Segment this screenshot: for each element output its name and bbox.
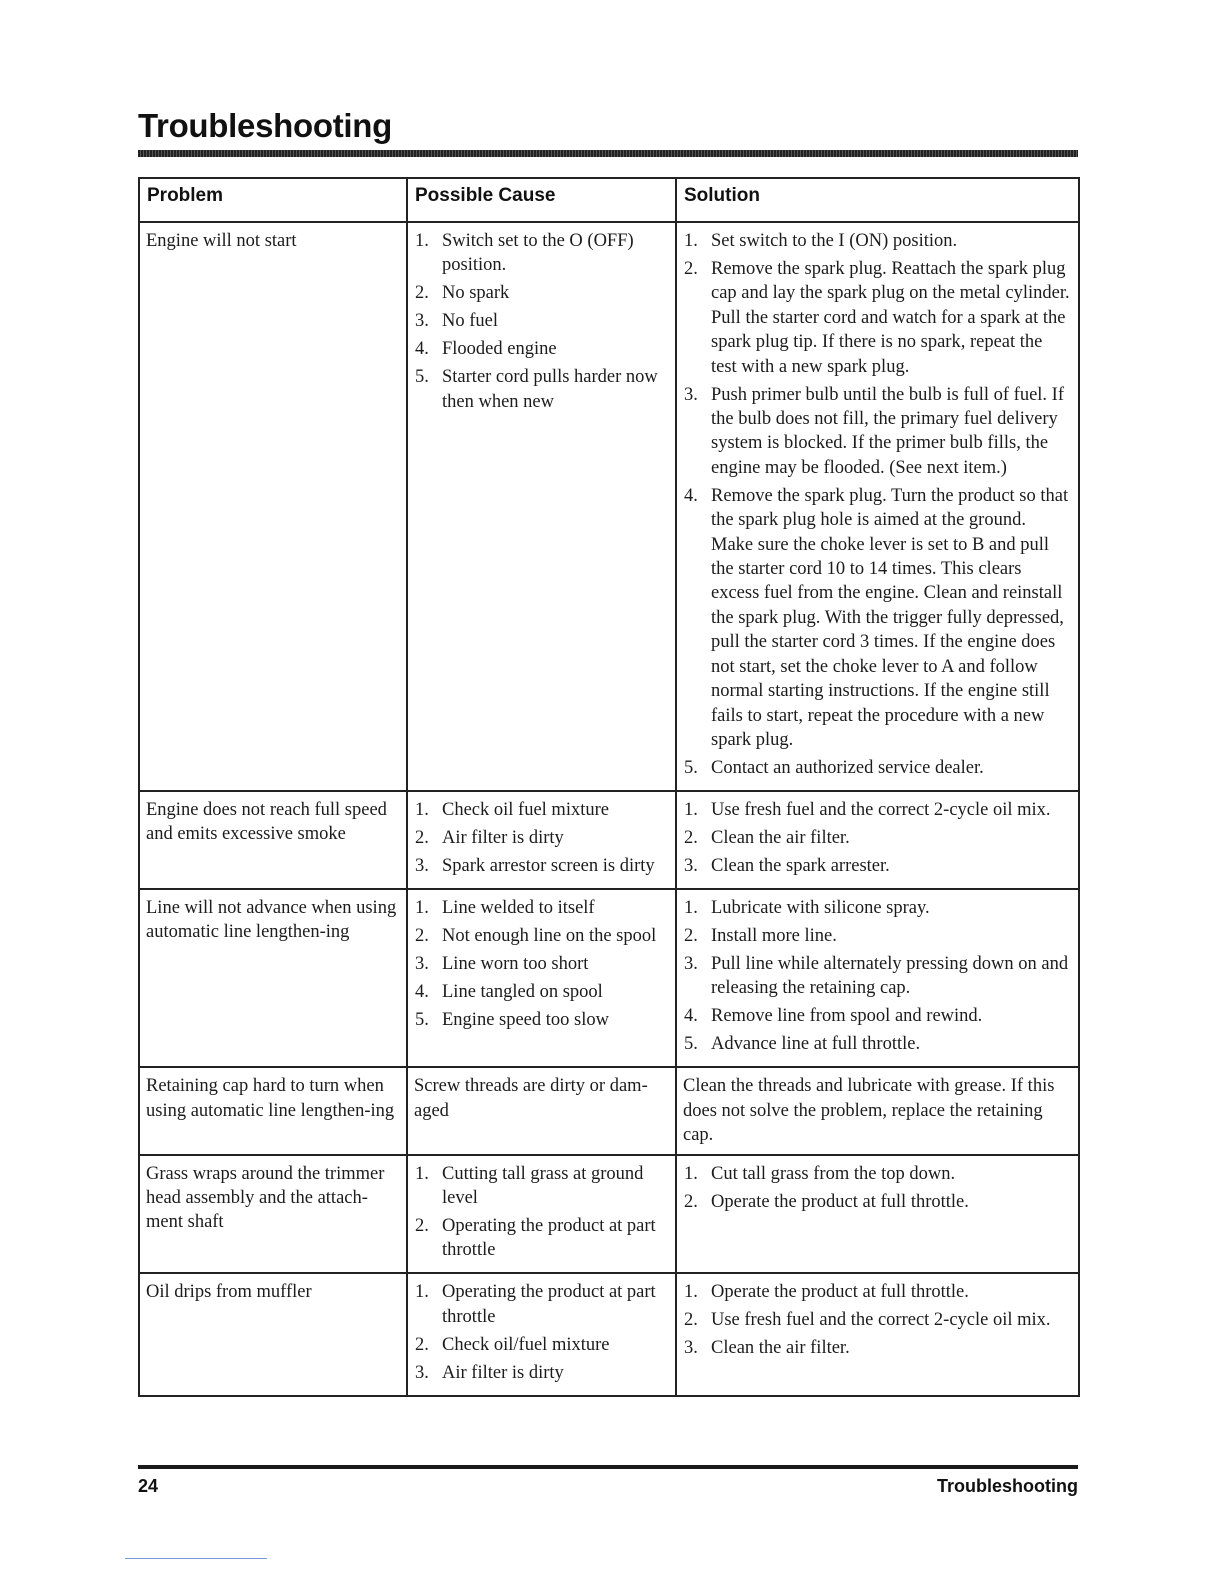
list-item: 1. Set switch to the I (ON) position. bbox=[684, 231, 958, 251]
list-item: 1. Cut tall grass from the top down. bbox=[684, 1163, 956, 1184]
list-item: 3. No fuel bbox=[415, 311, 498, 332]
problem-text: Engine will not start bbox=[146, 231, 297, 251]
list-item: 2. Check oil/fuel mixture bbox=[415, 1334, 610, 1355]
list-item: 2. Not enough line on the spool bbox=[415, 925, 657, 946]
header-problem: Problem bbox=[139, 178, 407, 222]
footer-section-title: Troubleshooting bbox=[937, 1476, 1078, 1496]
list-item: 5. Advance line at full throttle. bbox=[684, 1034, 921, 1055]
list-item: 3. Clean the spark arrester. bbox=[684, 855, 890, 876]
problem-cell bbox=[139, 1067, 407, 1154]
header-possible-cause: Possible Cause bbox=[407, 178, 676, 222]
problem-text: Oil drips from muffler bbox=[146, 1282, 312, 1303]
cause-cell bbox=[407, 889, 676, 1067]
list-item: 2. Operate the product at full throttle. bbox=[684, 1191, 969, 1212]
solution-list bbox=[683, 229, 1072, 780]
list-item: 2. Install more line. bbox=[684, 925, 837, 946]
page-title: Troubleshooting bbox=[138, 107, 392, 144]
solution-list bbox=[683, 896, 1072, 1057]
cause-list bbox=[414, 896, 669, 1032]
list-item: 2. Remove the spark plug. Reattach the spark plug cap and lay the spark plug on the metal cylinder. Pull the starter cord and watch for a spark at the spark plug tip. If there is no spark, repeat the test with a new spark plug. bbox=[684, 259, 1070, 377]
list-item: 1. Cutting tall grass at ground level bbox=[415, 1163, 644, 1208]
list-item: 3. Pull line while alternately pressing down on and releasing the retaining cap. bbox=[684, 953, 1069, 999]
solution-cell bbox=[676, 889, 1079, 1067]
table-row bbox=[139, 791, 1079, 889]
solution-cell bbox=[676, 1155, 1079, 1274]
solution-list bbox=[683, 1162, 1072, 1214]
list-item: 2. Air filter is dirty bbox=[415, 827, 564, 848]
cause-list bbox=[414, 1162, 669, 1263]
title-rule bbox=[138, 150, 1078, 157]
list-item: 1. Check oil fuel mixture bbox=[415, 799, 609, 820]
problem-cell bbox=[139, 1155, 407, 1274]
table-row bbox=[139, 222, 1079, 791]
cause-cell bbox=[407, 1155, 676, 1274]
cause-cell bbox=[407, 791, 676, 889]
problem-text: Engine does not reach full speed and emits excessive smoke bbox=[146, 799, 387, 845]
solution-list bbox=[683, 1280, 1072, 1360]
cause-cell bbox=[407, 1067, 676, 1154]
list-item: 1. Use fresh fuel and the correct 2-cycle oil mix. bbox=[684, 799, 1051, 820]
list-item: 4. Remove the spark plug. Turn the product so that the spark plug hole is aimed at the ground. Make sure the choke lever is set to B and pull the starter cord 10 to 14 times. This clears excess fuel from the engine. Clean and reinstall the spark plug. With the trigger fully depressed, pull the starter cord 3 times. If the engine does not start, set the choke lever to A and follow normal starting instructions. If the engine still fails to start, repeat the procedure with a new spark plug. bbox=[684, 485, 1069, 750]
list-item: 3. Clean the air filter. bbox=[684, 1338, 850, 1359]
problem-text: Line will not advance when using automatic line lengthen-ing bbox=[146, 897, 397, 943]
table-header-row bbox=[139, 178, 1079, 222]
list-item: 5. Engine speed too slow bbox=[415, 1009, 609, 1030]
header-solution: Solution bbox=[676, 178, 1079, 222]
list-item: 5. Contact an authorized service dealer. bbox=[684, 757, 984, 778]
list-item: 1. Lubricate with silicone spray. bbox=[684, 897, 930, 918]
cause-list bbox=[414, 1280, 669, 1385]
footer-rule bbox=[138, 1465, 1078, 1469]
list-item: 1. Operate the product at full throttle. bbox=[684, 1282, 969, 1303]
list-item: 2. Clean the air filter. bbox=[684, 827, 850, 848]
cause-cell bbox=[407, 1273, 676, 1395]
cause-list bbox=[414, 229, 669, 414]
list-item: 1. Switch set to the O (OFF) position. bbox=[415, 231, 634, 276]
list-item: 2. Operating the product at part throttle bbox=[415, 1215, 656, 1261]
solution-cell bbox=[676, 1273, 1079, 1395]
list-item: 3. Push primer bulb until the bulb is full of fuel. If the bulb does not fill, the primary fuel delivery system is blocked. If the primer bulb fills, the engine may be flooded. (See next item.) bbox=[684, 384, 1064, 478]
list-item: 5. Starter cord pulls harder now then when new bbox=[415, 367, 658, 412]
problem-text: Grass wraps around the trimmer head assembly and the attach-ment shaft bbox=[146, 1163, 385, 1233]
cause-list bbox=[414, 798, 669, 878]
problem-cell bbox=[139, 889, 407, 1067]
list-item: 3. Line worn too short bbox=[415, 953, 589, 974]
table-row bbox=[139, 889, 1079, 1067]
table-row bbox=[139, 1067, 1079, 1154]
list-item: 2. No spark bbox=[415, 283, 510, 304]
list-item: 3. Air filter is dirty bbox=[415, 1362, 564, 1383]
list-item: 1. Line welded to itself bbox=[415, 897, 595, 918]
solution-cell bbox=[676, 791, 1079, 889]
solution-text: Clean the threads and lubricate with grease. If this does not solve the problem, replace the retaining cap. bbox=[683, 1076, 1055, 1146]
list-item: 4. Remove line from spool and rewind. bbox=[684, 1006, 983, 1027]
solution-cell bbox=[676, 1067, 1079, 1154]
table-row bbox=[139, 1155, 1079, 1274]
problem-cell bbox=[139, 1273, 407, 1395]
list-item: 4. Line tangled on spool bbox=[415, 981, 603, 1002]
cause-text: Screw threads are dirty or dam-aged bbox=[414, 1076, 648, 1121]
list-item: 4. Flooded engine bbox=[415, 339, 557, 360]
troubleshooting-table bbox=[138, 177, 1080, 1397]
list-item: 3. Spark arrestor screen is dirty bbox=[415, 855, 655, 876]
list-item: 1. Operating the product at part throttle bbox=[415, 1282, 656, 1327]
list-item: 2. Use fresh fuel and the correct 2-cycle oil mix. bbox=[684, 1310, 1051, 1331]
problem-cell bbox=[139, 222, 407, 791]
scan-artifact-line bbox=[125, 1558, 267, 1559]
table-row bbox=[139, 1273, 1079, 1395]
problem-text: Retaining cap hard to turn when using automatic line lengthen-ing bbox=[146, 1076, 395, 1121]
problem-cell bbox=[139, 791, 407, 889]
page-number: 24 bbox=[138, 1476, 159, 1496]
solution-list bbox=[683, 798, 1072, 878]
cause-cell bbox=[407, 222, 676, 791]
solution-cell bbox=[676, 222, 1079, 791]
